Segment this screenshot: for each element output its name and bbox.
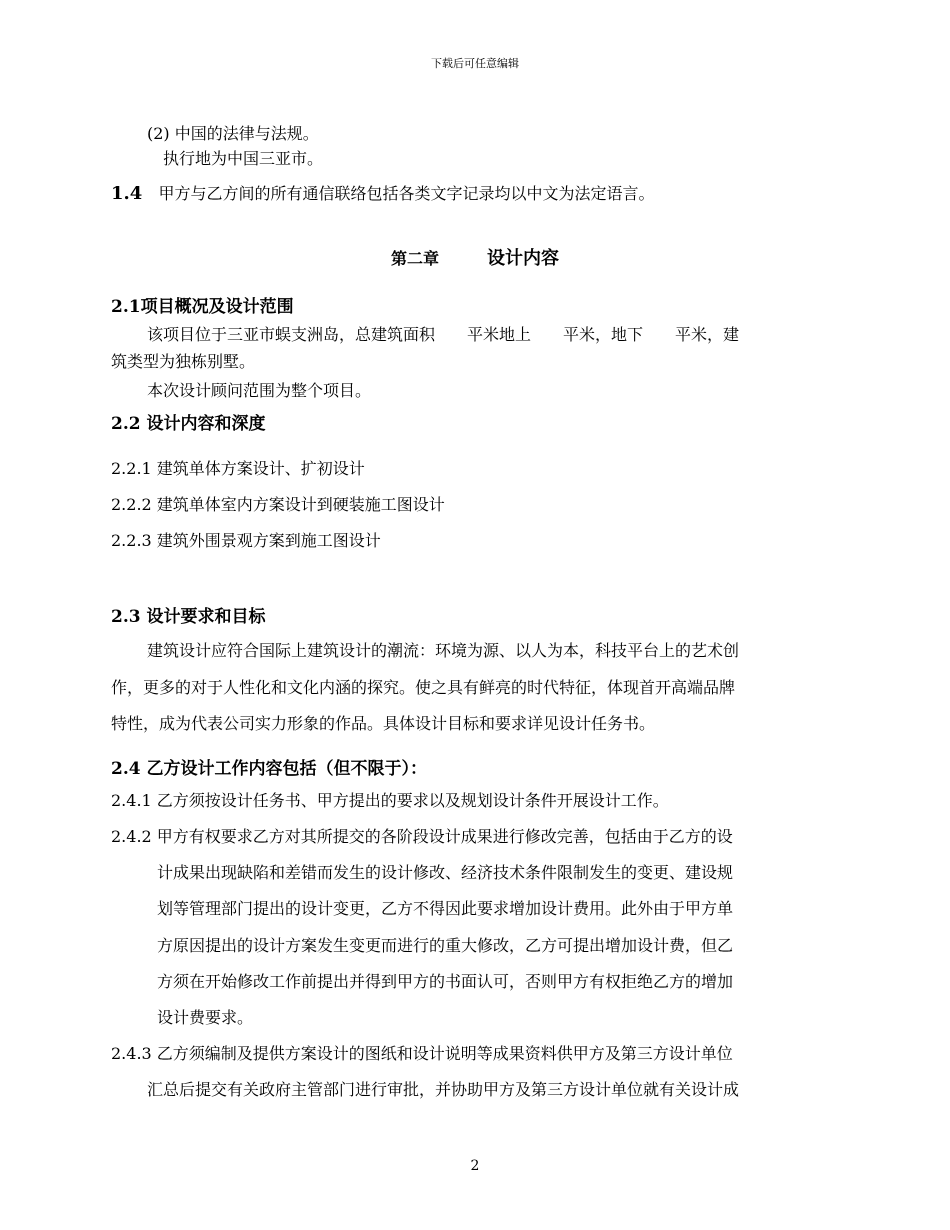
section-1-4 — [111, 181, 655, 204]
section-2-3-title: 2.3 设计要求和目标 — [111, 607, 266, 627]
section-2-2-2: 2.2.2 建筑单体室内方案设计到硬装施工图设计 — [111, 495, 445, 514]
section-2-2-title: 2.2 设计内容和深度 — [111, 414, 266, 434]
section-2-1-line-2: 筑类型为独栋别墅。 — [111, 352, 256, 371]
section-1-4-number: 1.4 — [111, 183, 143, 204]
section-2-4-title: 2.4 乙方设计工作内容包括（但不限于）： — [111, 759, 427, 779]
section-2-4-3-line-1: 2.4.3 乙方须编制及提供方案设计的图纸和设计说明等成果资料供甲方及第三方设计单位 — [111, 1044, 733, 1063]
section-2-4-2-line-3: 划等管理部门提出的设计变更，乙方不得因此要求增加设计费用。此外由于甲方单 — [157, 899, 734, 918]
page-number: 2 — [470, 1158, 480, 1174]
section-2-4-2-line-5: 方须在开始修改工作前提出并得到甲方的书面认可，否则甲方有权拒绝乙方的增加 — [157, 972, 734, 991]
law-place: 执行地为中国三亚市。 — [163, 149, 324, 168]
page-header: 下载后可任意编辑 — [431, 57, 519, 70]
section-1-4-text: 甲方与乙方间的所有通信联络包括各类文字记录均以中文为法定语言。 — [158, 184, 655, 203]
chapter-heading — [0, 244, 950, 270]
section-2-1-line-3: 本次设计顾问范围为整个项目。 — [147, 381, 372, 400]
section-2-3-line-1: 建筑设计应符合国际上建筑设计的潮流：环境为源、以人为本，科技平台上的艺术创 — [147, 641, 740, 660]
section-2-2-3: 2.2.3 建筑外围景观方案到施工图设计 — [111, 531, 381, 550]
section-2-3-line-2: 作，更多的对于人性化和文化内涵的探究。使之具有鲜亮的时代特征，体现首开高端品牌 — [111, 678, 736, 697]
chapter-number: 第二章 — [390, 249, 439, 268]
section-2-1-title: 2.1项目概况及设计范围 — [111, 297, 294, 317]
section-2-4-2-line-4: 方原因提出的设计方案发生变更而进行的重大修改，乙方可提出增加设计费，但乙 — [157, 936, 734, 955]
section-2-4-1: 2.4.1 乙方须按设计任务书、甲方提出的要求以及规划设计条件开展设计工作。 — [111, 791, 669, 810]
section-2-4-2-line-2: 计成果出现缺陷和差错而发生的设计修改、经济技术条件限制发生的变更、建设规 — [157, 863, 734, 882]
section-2-2-1: 2.2.1 建筑单体方案设计、扩初设计 — [111, 459, 365, 478]
law-item: (2) 中国的法律与法规。 — [147, 124, 319, 143]
section-2-4-2-line-1: 2.4.2 甲方有权要求乙方对其所提交的各阶段设计成果进行修改完善，包括由于乙方的设 — [111, 827, 733, 846]
chapter-title: 设计内容 — [487, 248, 559, 269]
section-2-4-2-line-6: 设计费要求。 — [157, 1008, 254, 1027]
section-2-3-line-3: 特性，成为代表公司实力形象的作品。具体设计目标和要求详见设计任务书。 — [111, 714, 656, 733]
section-2-1-line-1: 该项目位于三亚市蜈支洲岛，总建筑面积 平米地上 平米，地下 平米，建 — [147, 325, 740, 344]
section-2-4-3-line-2: 汇总后提交有关政府主管部门进行审批，并协助甲方及第三方设计单位就有关设计成 — [147, 1080, 740, 1099]
